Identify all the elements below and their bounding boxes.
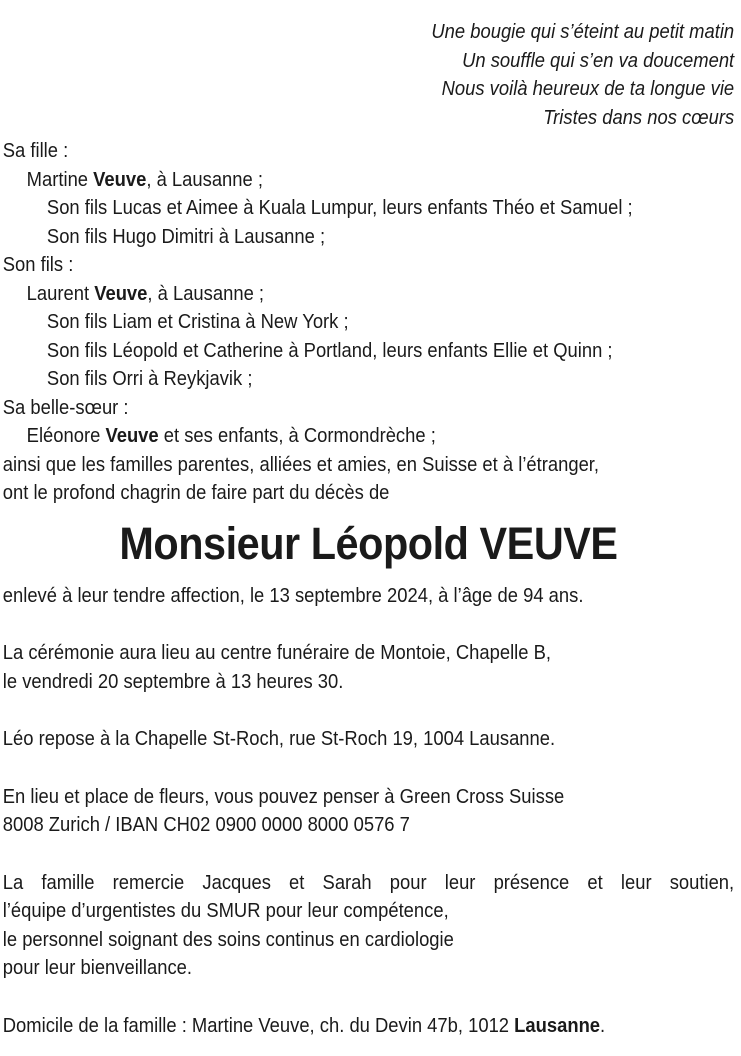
grandchild-line: Son fils Lucas et Aimee à Kuala Lumpur, leurs enfants Théo et Samuel ;	[46, 197, 633, 219]
member-surname: Veuve	[105, 425, 159, 447]
donation-line: En lieu et place de fleurs, vous pouvez penser à Green Cross Suisse	[2, 785, 565, 808]
home-address: Domicile de la famille : Martine Veuve, ch. du Devin 47b, 1012	[2, 1014, 515, 1037]
death-date-line: enlevé à leur tendre affection, le 13 septembre 2024, à l’âge de 94 ans.	[2, 584, 584, 607]
grandchild-line: Son fils Orri à Reykjavik ;	[46, 368, 253, 390]
notice-intro-line: ont le profond chagrin de faire part du décès de	[2, 482, 390, 504]
family-section-label: Son fils :	[2, 254, 74, 276]
ceremony-paragraph	[3, 639, 734, 696]
poem-line: Un souffle qui s’en va doucement	[462, 49, 735, 72]
family-home-line	[3, 1012, 734, 1041]
family-genealogy	[3, 137, 734, 508]
member-name: Laurent	[26, 282, 95, 305]
repose-line: Léo repose à la Chapelle St-Roch, rue St-Roch 19, 1004 Lausanne.	[2, 728, 556, 750]
member-name: Martine	[26, 168, 94, 191]
donation-iban-line: 8008 Zurich / IBAN CH02 0900 0000 8000 0576 7	[2, 814, 410, 836]
family-member-line	[3, 422, 734, 451]
home-period: .	[600, 1014, 606, 1037]
family-member-line	[3, 280, 734, 309]
member-surname: Veuve	[93, 168, 147, 191]
donations-paragraph	[3, 783, 734, 840]
poem-line: Une bougie qui s’éteint au petit matin	[431, 21, 735, 43]
home-city: Lausanne	[514, 1014, 601, 1037]
thanks-paragraph	[3, 869, 734, 983]
member-location: , à Lausanne ;	[146, 168, 263, 191]
grandchild-line: Son fils Léopold et Catherine à Portland, leurs enfants Ellie et Quinn ;	[46, 339, 613, 362]
family-section-label: Sa belle-sœur :	[2, 396, 129, 419]
member-location: , à Lausanne ;	[147, 282, 265, 305]
thanks-line: le personnel soignant des soins continus en cardiologie	[2, 928, 454, 951]
thanks-line: pour leur bienveillance.	[2, 957, 192, 979]
grandchild-line: Son fils Hugo Dimitri à Lausanne ;	[46, 225, 326, 248]
ceremony-line: La cérémonie aura lieu au centre funéraire de Montoie, Chapelle B,	[2, 642, 552, 664]
member-surname: Veuve	[94, 282, 148, 305]
notice-intro-line: ainsi que les familles parentes, alliées et amies, en Suisse et à l’étranger,	[2, 453, 600, 476]
thanks-line: l’équipe d’urgentistes du SMUR pour leur compétence,	[2, 900, 449, 922]
thanks-line: La famille remercie Jacques et Sarah pour leur présence et leur soutien,	[2, 871, 735, 894]
family-section-label: Sa fille :	[2, 140, 69, 162]
family-member-line	[3, 166, 734, 195]
member-location: et ses enfants, à Cormondrèche ;	[158, 425, 436, 447]
ceremony-line: le vendredi 20 septembre à 13 heures 30.	[2, 670, 344, 693]
poem-line: Nous voilà heureux de ta longue vie	[441, 78, 735, 100]
epitaph-poem	[3, 18, 734, 132]
poem-line: Tristes dans nos cœurs	[543, 106, 735, 129]
member-name: Eléonore	[26, 425, 106, 447]
grandchild-line: Son fils Liam et Cristina à New York ;	[46, 311, 349, 333]
deceased-name-title: Monsieur Léopold VEUVE	[119, 517, 618, 569]
